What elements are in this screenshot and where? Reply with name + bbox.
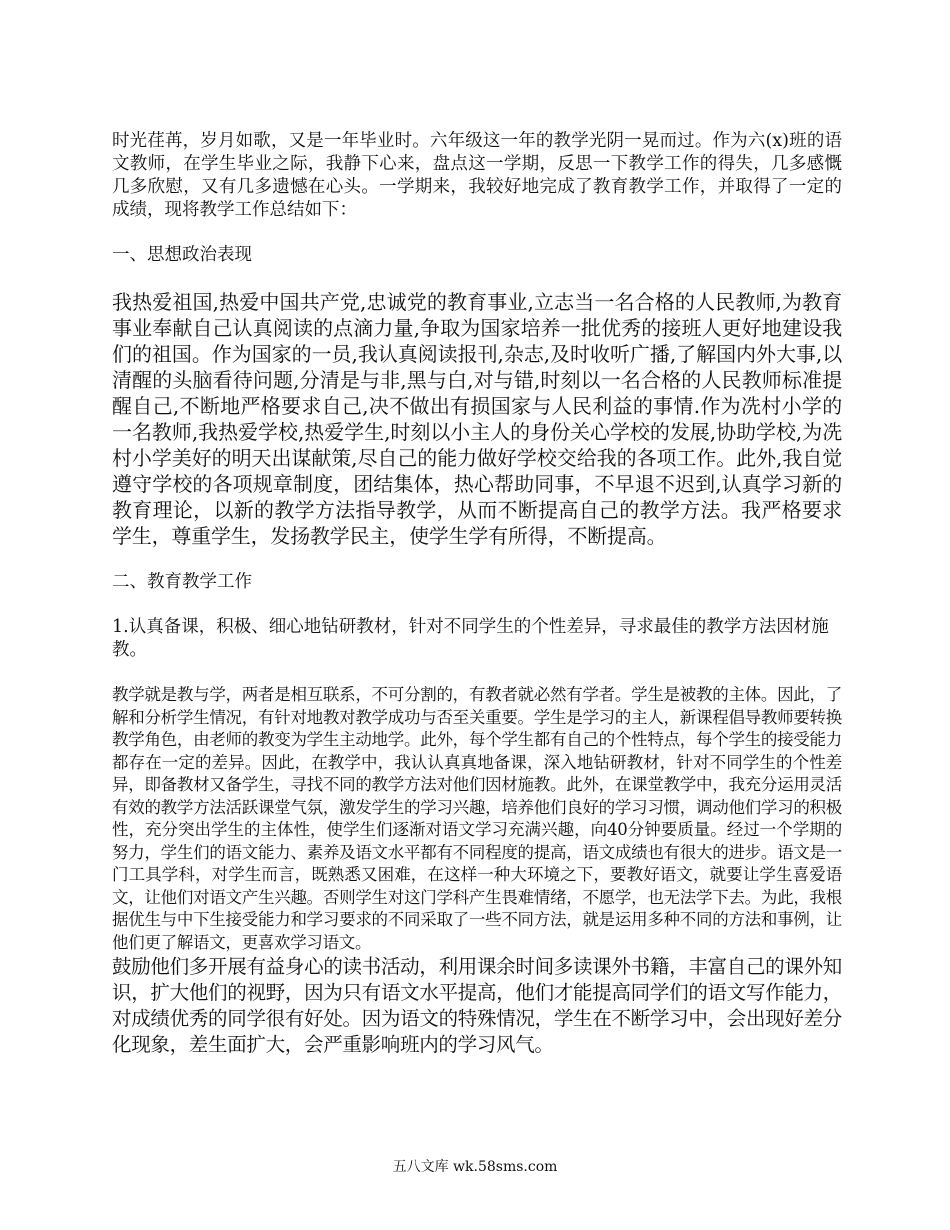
section-heading-teaching: 二、教育教学工作	[112, 572, 252, 592]
teaching-paragraph-a: 教学就是教与学，两者是相互联系，不可分割的，有教者就必然有学者。学生是被教的主体。因此，了解和分析学生情况，有针对地教对教学成功与否至关重要。学生是学习的主人，新课程倡导教师要转换教学角色，由老师的教变为学生主动地学。此外，每个学生都有自己的个性特点，每个学生的接受能力都存在一定的差异。因此，在教学中，我认认真真地备课，深入地钻研教材，针对不同学生的个性差异，即备教材又备学生，寻找不同的教学方法对他们因材施教。此外，在课堂教学中，我充分运用灵活有效的教学方法活跃课堂气氛，激发学生的学习兴趣，培养他们良好的学习习惯，调动他们学习的积极性，充分突出学生的主体性，使学生们逐渐对语文学习充满兴趣，向40分钟要质量。经过一个学期的努力，学生们的语文能力、素养及语文水平都有不同程度的提高，语文成绩也有很大的进步。语文是一门工具学科，对学生而言，既熟悉又困难，在这样一种大环境之下，要教好语文，就要让学生喜爱语文，让他们对语文产生兴趣。否则学生对这门学科产生畏难情绪，不愿学，也无法学下去。为此，我根据优生与中下生接受能力和学习要求的不同采取了一些不同方法，就是运用多种不同的方法和事例，让他们更了解语文，更喜欢学习语文。	[112, 685, 842, 952]
intro-paragraph: 时光荏苒，岁月如歌，又是一年毕业时。六年级这一年的教学光阴一晃而过。作为六(x)班的语文教师，在学生毕业之际，我静下心来，盘点这一学期，反思一下教学工作的得失，几多感慨几多欣慰，又有几多遗憾在心头。一学期来，我较好地完成了教育教学工作，并取得了一定的成绩，现将教学工作总结如下：	[112, 131, 842, 220]
section-heading-politics: 一、思想政治表现	[112, 245, 252, 265]
document-body	[112, 130, 842, 1058]
section-politics-paragraph: 我热爱祖国,热爱中国共产党,忠诚党的教育事业,立志当一名合格的人民教师,为教育事业奉献自己认真阅读的点滴力量,争取为国家培养一批优秀的接班人更好地建设我们的祖国。作为国家的一员,我认真阅读报刊,杂志,及时收听广播,了解国内外大事,以清醒的头脑看待问题,分清是与非,黑与白,对与错,时刻以一名合格的人民教师标准提醒自己,不断地严格要求自己,决不做出有损国家与人民利益的事情.作为冼村小学的一名教师,我热爱学校,热爱学生,时刻以小主人的身份关心学校的发展,协助学校,为冼村小学美好的明天出谋献策,尽自己的能力做好学校交给我的各项工作。此外,我自觉遵守学校的各项规章制度，团结集体，热心帮助同事，不早退不迟到,认真学习新的教育理论，以新的教学方法指导教学，从而不断提高自己的教学方法。我严格要求学生，尊重学生，发扬教学民主，使学生学有所得，不断提高。	[112, 290, 842, 548]
teaching-paragraph-b: 鼓励他们多开展有益身心的读书活动，利用课余时间多读课外书籍，丰富自己的课外知识，扩大他们的视野，因为只有语文水平提高，他们才能提高同学们的语文写作能力，对成绩优秀的同学很有好处。因为语文的特殊情况，学生在不断学习中，会出现好差分化现象，差生面扩大，会严重影响班内的学习风气。	[112, 955, 842, 1056]
footer-watermark: 五八文库 wk.58sms.com	[392, 1159, 558, 1175]
teaching-item-1: 1.认真备课，积极、细心地钻研教材，针对不同学生的个性差异，寻求最佳的教学方法因材施教。	[112, 617, 829, 660]
